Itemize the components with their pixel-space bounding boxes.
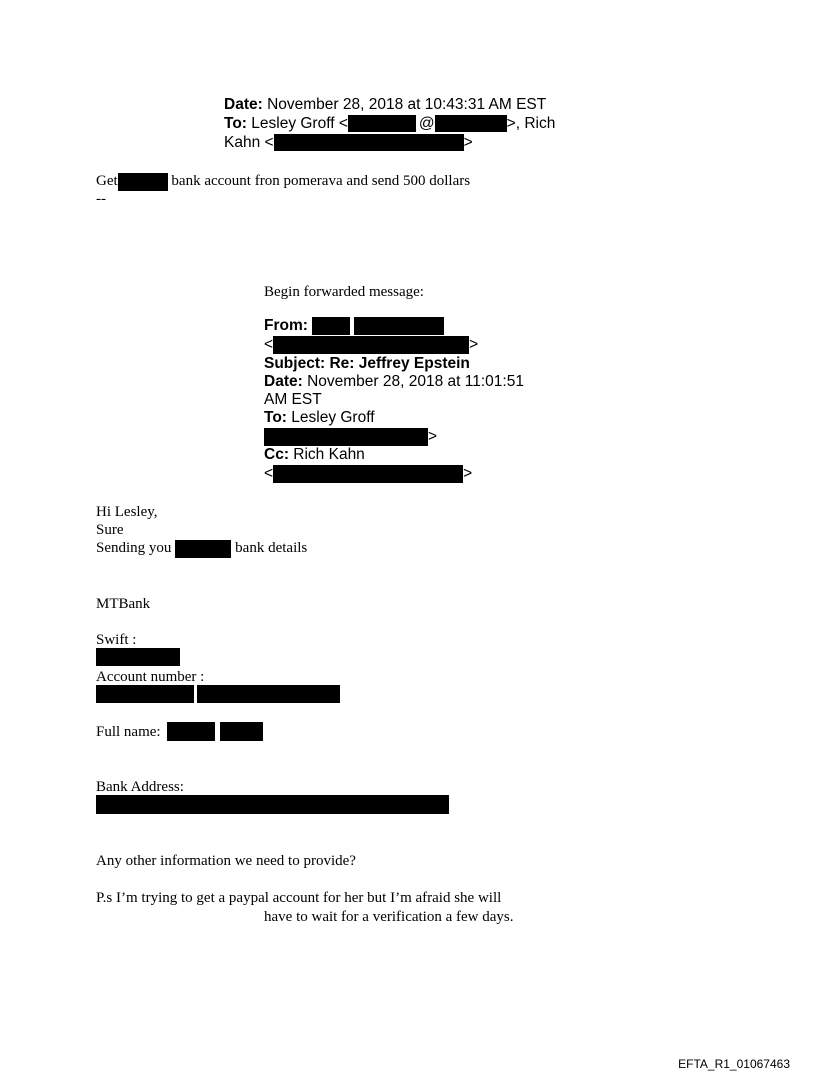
full-name-redaction: [167, 722, 215, 741]
forwarded-subject-label: Subject:: [264, 355, 326, 372]
redaction-block: [118, 173, 168, 191]
account-number-label: Account number :: [96, 669, 205, 685]
message-greeting: Hi Lesley,: [96, 504, 158, 520]
header-to-label: To:: [224, 115, 247, 132]
header-to-value: Lesley Groff <: [246, 115, 348, 132]
forwarded-to-value: Lesley Groff: [286, 409, 375, 426]
header-date-value: November 28, 2018 at 10:43:31 AM EST: [262, 96, 547, 113]
message-ps-line-2: have to wait for a verification a few days.: [264, 909, 514, 925]
bank-name: MTBank: [96, 596, 151, 612]
forwarded-date-label: Date:: [264, 373, 303, 390]
redaction-block: [175, 540, 231, 558]
forwarded-to-line2-suffix: >: [428, 428, 438, 446]
swift-label: Swift :: [96, 632, 137, 648]
forwarded-cc-line: [264, 446, 365, 465]
message-sure: Sure: [96, 522, 124, 538]
forwarded-to-line: [264, 409, 375, 428]
account-number-redaction: [197, 685, 340, 703]
full-name-redaction: [220, 722, 263, 741]
document-id: EFTA_R1_01067463: [678, 1057, 790, 1071]
header-date-line: [224, 96, 546, 115]
instruction-text: bank account fron pomerava and send 500 dollars: [167, 173, 471, 189]
message-sending-line: [96, 539, 307, 558]
redaction-block: [348, 115, 416, 132]
forwarded-to-label: To:: [264, 409, 287, 426]
redaction-block: [273, 465, 463, 483]
forwarded-from-line: [264, 317, 444, 336]
header-to-value-2: >, Rich: [506, 115, 556, 132]
redaction-block: [273, 336, 469, 354]
bank-address-label: Bank Address:: [96, 779, 184, 795]
forwarded-begin: Begin forwarded message:: [264, 284, 424, 300]
forwarded-date-line-2: AM EST: [264, 391, 322, 408]
redaction-block: [435, 115, 507, 132]
account-number-redaction: [96, 685, 194, 703]
header-to-line-2: [224, 134, 473, 153]
forwarded-date-line: [264, 373, 524, 392]
header-date-label: Date:: [224, 96, 263, 113]
forwarded-from-line-2: [264, 336, 478, 355]
redaction-block: [312, 317, 350, 335]
forwarded-to-line-2: [264, 428, 437, 447]
forwarded-from-label: From:: [264, 317, 308, 335]
redaction-block: [274, 134, 464, 151]
message-sending-prefix: Sending you: [96, 540, 172, 556]
header-to-line2-prefix: Kahn <: [224, 134, 274, 151]
full-name-label: Full name:: [96, 724, 161, 740]
forwarded-date-value: November 28, 2018 at 11:01:51: [302, 373, 524, 390]
redaction-block: [354, 317, 444, 335]
redaction-block: [264, 428, 428, 446]
forwarded-subject-value: Re: Jeffrey Epstein: [325, 355, 470, 372]
message-question: Any other information we need to provide?: [96, 853, 356, 869]
instruction-line: [96, 172, 470, 191]
forwarded-cc-line-2: [264, 465, 472, 484]
header-to-at: @: [418, 115, 435, 132]
header-to-line2-suffix: >: [463, 134, 473, 151]
forwarded-cc-line2-suffix: >: [463, 465, 473, 483]
bank-address-redaction: [96, 795, 449, 814]
signature-separator: --: [96, 191, 106, 207]
forwarded-cc-label: Cc:: [264, 446, 289, 463]
message-sending-suffix: bank details: [231, 540, 308, 556]
swift-redaction: [96, 648, 180, 666]
message-ps-line-1: P.s I’m trying to get a paypal account for her but I’m afraid she will: [96, 890, 502, 906]
forwarded-cc-line2-prefix: <: [264, 465, 274, 483]
forwarded-subject-line: [264, 355, 470, 374]
full-name-line: [96, 723, 161, 741]
instruction-get: Get: [96, 173, 118, 189]
header-to-line: [224, 115, 555, 134]
forwarded-cc-value: Rich Kahn: [288, 446, 365, 463]
forwarded-from-line2-prefix: <: [264, 336, 274, 354]
forwarded-from-line2-suffix: >: [469, 336, 479, 354]
